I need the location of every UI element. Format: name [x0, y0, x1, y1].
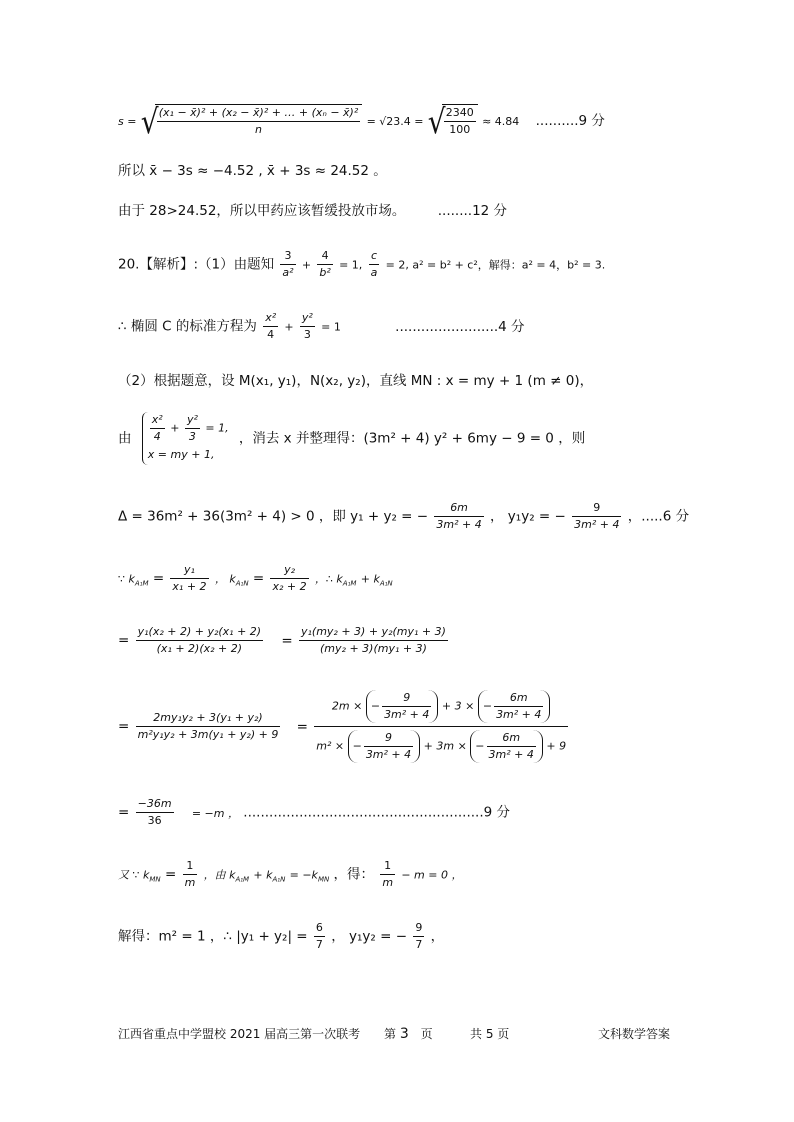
sqrt-expression	[140, 101, 363, 142]
big-fraction-line: = $\frac{\text{2my₁y₂ + 3(y₁ + y₂)}}{\text{m²y₁y₂ + 3m(y₁ + y₂) + 9}}$ = 2m × − $\frac{9}{\text{3m² + 4}}$ + 3 × − $\frac{6m}{\text{3m² + 4}}$ m² × − $\frac{9}{\text{3m² + 4}}$ + 3m × − $\frac{6m}{\text{3m² + 4}}$ + 9	[118, 691, 567, 761]
score-mark: ..........9 分	[535, 113, 605, 129]
equation-system: $\frac{\text{x²}}{4}$ + $\frac{\text{y²}}{3}$ = 1, x = my + 1,	[142, 412, 229, 465]
footer-school: 江西省重点中学盟校 2021 届高三第一次联考	[118, 1027, 361, 1041]
interval-line: 所以 x̄ − 3s ≈ −4.52 , x̄ + 3s ≈ 24.52 。	[118, 163, 387, 179]
sum-expand-line: = $\frac{\text{y₁(x₂ + 2) + y₂(x₁ + 2)}}{\text{(x₁ + 2)(x₂ + 2)}}$ = $\frac{\text{y₁(my₂ + 3) + y₂(my₁ + 3)}}{\text{(my₂ + 3)(my₁ + 3)}}$	[118, 625, 446, 655]
footer-subject: 文科数学答案	[598, 1027, 671, 1041]
sqrt-sign: √	[140, 101, 159, 142]
std-dev-line: s = √ $\frac{\text{(x₁ − x̄)² + (x₂ − x̄)² + … + (xₙ − x̄)²}}{n}$ = √23.4 = √ $\frac{2340}{100}$ ≈ 4.84 ..........9 分	[118, 104, 605, 138]
slope-line: ∵ $k_{A_1M}$ = $\frac{\text{y₁}}{\text{x₁ + 2}}$ ， $k_{A_1N}$ = $\frac{\text{y₂}}{\text{x₂ + 2}}$ ，∴ $k_{A_1M} + k_{A_1N}$	[118, 563, 393, 593]
footer-total: 共 5 页	[470, 1027, 510, 1041]
discriminant-line: Δ = 36m² + 36(3m² + 4) > 0 ，即 y₁ + y₂ = − $\frac{6m}{\text{3m² + 4}}$ ， y₁y₂ = − $\frac{9}{\text{3m² + 4}}$ ，.....6 分	[118, 501, 690, 531]
mn-slope-line: 又 ∵ $k_{MN}$ = $\frac{1}{m}$ ，由 $k_{A_1M} + k_{A_1N} = -k_{MN}$ ，得： $\frac{1}{m}$ − m = 0 ，	[118, 859, 463, 889]
system-line: 由 $\frac{\text{x²}}{4}$ + $\frac{\text{y²}}{3}$ = 1, x = my + 1, ，消去 x 并整理得：(3m² + 4) y² + 6my − 9 = 0 ，则	[118, 412, 585, 465]
page-number: 3	[399, 1026, 409, 1042]
footer-page: 第 3 页	[384, 1026, 433, 1042]
sqrt-fraction: √ $\frac{2340}{100}$	[428, 104, 478, 138]
part2-setup-line: （2）根据题意，设 M(x₁, y₁)，N(x₂, y₂)，直线 MN : x = my + 1 (m ≠ 0)，	[118, 373, 594, 389]
s-symbol: s =	[118, 115, 137, 128]
score-mark: ........................4 分	[395, 318, 525, 335]
score-mark: ........................................................9 分	[243, 804, 510, 821]
result-line: = $\frac{-36m}{36}$ = −m ， ........................................................9 分	[118, 797, 510, 827]
conclusion-line: 由于 28>24.52，所以甲药应该暂缓投放市场。 ........12 分	[118, 203, 508, 219]
solution-line: 解得：m² = 1 ，∴ |y₁ + y₂| = $\frac{6}{7}$ ， y₁y₂ = − $\frac{9}{7}$ ，	[118, 921, 445, 951]
problem-20-part1: 20.【解析】:（1）由题知 $\frac{3}{\text{a²}}$ + $\frac{4}{\text{b²}}$ = 1, $\frac{c}{a}$ = 2, a² = b² + c²，解得：a² = 4，b² = 3.	[118, 249, 606, 279]
score-mark: ，.....6 分	[627, 508, 690, 525]
nested-fraction: 2m × − $\frac{9}{\text{3m² + 4}}$ + 3 × − $\frac{6m}{\text{3m² + 4}}$ m² × − $\frac{9}{\text{3m² + 4}}$ + 3m × − $\frac{6m}{\text{3m² + 4}}$ + 9	[316, 691, 567, 761]
score-mark: ........12 分	[437, 203, 508, 219]
ellipse-equation-line: ∴ 椭圆 C 的标准方程为 $\frac{\text{x²}}{4}$ + $\frac{\text{y²}}{3}$ = 1 ........................4 分	[118, 311, 525, 341]
variance-fraction: $\frac{\text{(x₁ − x̄)² + (x₂ − x̄)² + … + (xₙ − x̄)²}}{n}$	[158, 106, 359, 136]
